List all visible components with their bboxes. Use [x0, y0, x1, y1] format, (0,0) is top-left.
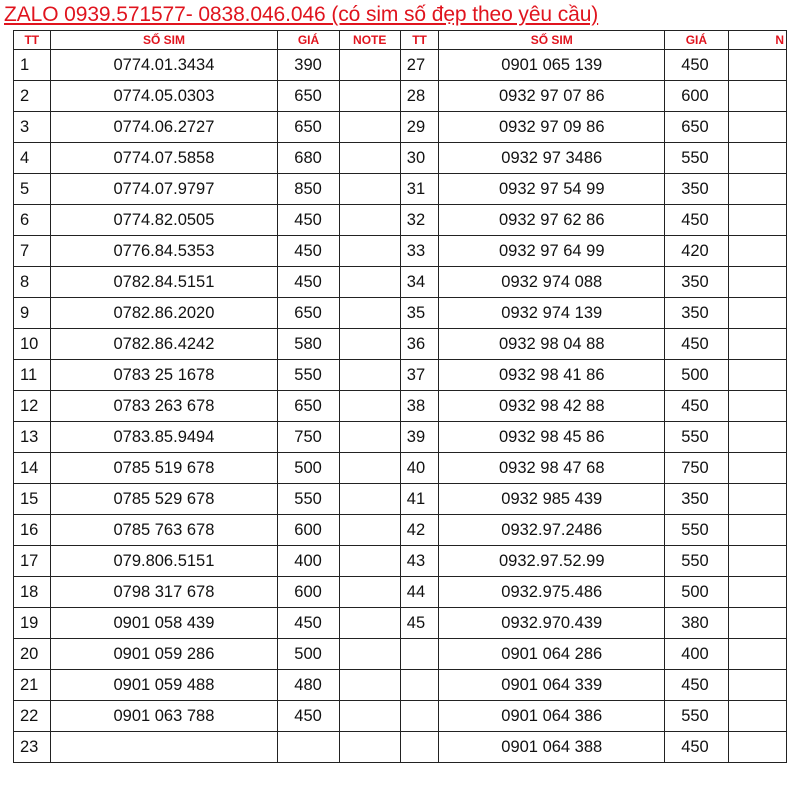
cell-note: [339, 453, 400, 484]
cell-price: 390: [278, 50, 339, 81]
cell-extra: [728, 453, 786, 484]
cell-price-2: 550: [665, 546, 728, 577]
table-row: [14, 732, 787, 763]
cell-price-2: 450: [665, 329, 728, 360]
cell-sim: 0901 059 488: [50, 670, 278, 701]
cell-tt: 9: [14, 298, 51, 329]
cell-sim: 0901 058 439: [50, 608, 278, 639]
table-row: [14, 484, 787, 515]
cell-price: 400: [278, 546, 339, 577]
cell-tt-2: 35: [400, 298, 439, 329]
header-tt-2: TT: [400, 31, 439, 50]
cell-sim-2: 0932.97.2486: [439, 515, 665, 546]
header-sim: SỐ SIM: [50, 31, 278, 50]
cell-price: 650: [278, 391, 339, 422]
header-extra: N: [728, 31, 786, 50]
cell-price-2: 500: [665, 360, 728, 391]
cell-note: [339, 143, 400, 174]
cell-sim: 0785 529 678: [50, 484, 278, 515]
cell-extra: [728, 112, 786, 143]
cell-sim-2: 0932 98 41 86: [439, 360, 665, 391]
cell-price: 550: [278, 484, 339, 515]
cell-extra: [728, 515, 786, 546]
cell-sim-2: 0932 974 139: [439, 298, 665, 329]
cell-note: [339, 298, 400, 329]
cell-tt-2: 29: [400, 112, 439, 143]
cell-sim-2: 0932 98 42 88: [439, 391, 665, 422]
cell-tt-2: 38: [400, 391, 439, 422]
cell-tt-2: [400, 701, 439, 732]
cell-tt: 12: [14, 391, 51, 422]
cell-note: [339, 546, 400, 577]
cell-tt: 16: [14, 515, 51, 546]
cell-extra: [728, 391, 786, 422]
header-tt: TT: [14, 31, 51, 50]
cell-price: 500: [278, 639, 339, 670]
table-row: [14, 81, 787, 112]
cell-tt-2: 32: [400, 205, 439, 236]
cell-sim-2: 0932 98 47 68: [439, 453, 665, 484]
cell-price: 550: [278, 360, 339, 391]
cell-price: 680: [278, 143, 339, 174]
cell-tt: 10: [14, 329, 51, 360]
cell-note: [339, 515, 400, 546]
cell-tt-2: 43: [400, 546, 439, 577]
cell-price: [278, 732, 339, 763]
cell-extra: [728, 236, 786, 267]
cell-tt: 8: [14, 267, 51, 298]
cell-extra: [728, 298, 786, 329]
cell-note: [339, 701, 400, 732]
header-price-2: GIÁ: [665, 31, 728, 50]
table-row: [14, 546, 787, 577]
cell-tt: 4: [14, 143, 51, 174]
cell-price-2: 600: [665, 81, 728, 112]
cell-tt-2: [400, 670, 439, 701]
cell-price: 450: [278, 267, 339, 298]
cell-note: [339, 732, 400, 763]
cell-tt: 15: [14, 484, 51, 515]
cell-sim-2: 0901 065 139: [439, 50, 665, 81]
cell-note: [339, 174, 400, 205]
cell-sim: 0901 063 788: [50, 701, 278, 732]
cell-sim: 0774.06.2727: [50, 112, 278, 143]
cell-price-2: 380: [665, 608, 728, 639]
cell-price: 650: [278, 81, 339, 112]
cell-extra: [728, 81, 786, 112]
header-sim-2: SỐ SIM: [439, 31, 665, 50]
cell-note: [339, 422, 400, 453]
cell-tt-2: 44: [400, 577, 439, 608]
table-row: [14, 670, 787, 701]
cell-price-2: 350: [665, 267, 728, 298]
cell-tt-2: 30: [400, 143, 439, 174]
cell-extra: [728, 360, 786, 391]
cell-tt-2: 31: [400, 174, 439, 205]
cell-sim-2: 0932 97 64 99: [439, 236, 665, 267]
cell-price-2: 350: [665, 484, 728, 515]
table-row: [14, 453, 787, 484]
cell-price-2: 550: [665, 422, 728, 453]
cell-extra: [728, 701, 786, 732]
cell-price-2: 550: [665, 701, 728, 732]
cell-sim-2: 0901 064 386: [439, 701, 665, 732]
cell-tt: 17: [14, 546, 51, 577]
cell-tt-2: 40: [400, 453, 439, 484]
header-price: GIÁ: [278, 31, 339, 50]
cell-note: [339, 112, 400, 143]
cell-sim-2: 0932.970.439: [439, 608, 665, 639]
cell-price: 480: [278, 670, 339, 701]
cell-sim: 0776.84.5353: [50, 236, 278, 267]
cell-note: [339, 50, 400, 81]
table-row: [14, 267, 787, 298]
table-row: [14, 701, 787, 732]
cell-note: [339, 670, 400, 701]
table-row: [14, 143, 787, 174]
cell-price-2: 450: [665, 391, 728, 422]
cell-note: [339, 329, 400, 360]
cell-tt: 14: [14, 453, 51, 484]
cell-sim: 0783 25 1678: [50, 360, 278, 391]
cell-extra: [728, 639, 786, 670]
table-row: [14, 50, 787, 81]
cell-sim-2: 0932 98 04 88: [439, 329, 665, 360]
cell-note: [339, 639, 400, 670]
cell-tt: 3: [14, 112, 51, 143]
cell-note: [339, 267, 400, 298]
cell-sim-2: 0932 97 62 86: [439, 205, 665, 236]
table-row: [14, 515, 787, 546]
cell-sim: 0798 317 678: [50, 577, 278, 608]
cell-price-2: 650: [665, 112, 728, 143]
cell-price-2: 500: [665, 577, 728, 608]
cell-sim-2: 0901 064 286: [439, 639, 665, 670]
cell-sim: 0783.85.9494: [50, 422, 278, 453]
table-header-row: [14, 31, 787, 50]
cell-tt: 23: [14, 732, 51, 763]
cell-tt: 20: [14, 639, 51, 670]
cell-note: [339, 484, 400, 515]
cell-price: 600: [278, 515, 339, 546]
cell-tt-2: 42: [400, 515, 439, 546]
table-row: [14, 360, 787, 391]
cell-price-2: 550: [665, 515, 728, 546]
cell-price-2: 350: [665, 298, 728, 329]
cell-price: 580: [278, 329, 339, 360]
cell-tt: 19: [14, 608, 51, 639]
cell-price-2: 450: [665, 670, 728, 701]
cell-price: 600: [278, 577, 339, 608]
cell-note: [339, 81, 400, 112]
cell-sim-2: 0932.97.52.99: [439, 546, 665, 577]
cell-sim: 0774.05.0303: [50, 81, 278, 112]
cell-sim: 0782.86.2020: [50, 298, 278, 329]
cell-sim: 0785 519 678: [50, 453, 278, 484]
cell-tt-2: [400, 732, 439, 763]
cell-tt-2: 33: [400, 236, 439, 267]
header-note: NOTE: [339, 31, 400, 50]
cell-tt: 22: [14, 701, 51, 732]
cell-price: 450: [278, 236, 339, 267]
cell-price-2: 750: [665, 453, 728, 484]
cell-extra: [728, 422, 786, 453]
cell-sim: [50, 732, 278, 763]
cell-extra: [728, 174, 786, 205]
cell-sim-2: 0932 98 45 86: [439, 422, 665, 453]
cell-sim-2: 0932 97 07 86: [439, 81, 665, 112]
cell-sim-2: 0932 97 3486: [439, 143, 665, 174]
cell-price-2: 550: [665, 143, 728, 174]
cell-tt-2: 45: [400, 608, 439, 639]
cell-note: [339, 236, 400, 267]
cell-tt-2: [400, 639, 439, 670]
cell-sim: 0901 059 286: [50, 639, 278, 670]
cell-tt: 21: [14, 670, 51, 701]
cell-tt-2: 39: [400, 422, 439, 453]
cell-price-2: 450: [665, 50, 728, 81]
cell-tt-2: 41: [400, 484, 439, 515]
cell-extra: [728, 329, 786, 360]
table-row: [14, 298, 787, 329]
table-row: [14, 174, 787, 205]
cell-extra: [728, 546, 786, 577]
cell-sim: 0774.07.5858: [50, 143, 278, 174]
table-row: [14, 205, 787, 236]
page-title: ZALO 0939.571577- 0838.046.046 (có sim số đẹp theo yêu cầu): [4, 3, 599, 26]
cell-tt: 11: [14, 360, 51, 391]
cell-sim: 0774.01.3434: [50, 50, 278, 81]
cell-price-2: 400: [665, 639, 728, 670]
cell-sim: 0785 763 678: [50, 515, 278, 546]
table-row: [14, 236, 787, 267]
cell-sim-2: 0932 985 439: [439, 484, 665, 515]
cell-price: 650: [278, 298, 339, 329]
cell-sim: 0782.86.4242: [50, 329, 278, 360]
cell-price: 450: [278, 205, 339, 236]
cell-sim-2: 0932 97 09 86: [439, 112, 665, 143]
cell-tt: 18: [14, 577, 51, 608]
cell-price: 750: [278, 422, 339, 453]
cell-price-2: 350: [665, 174, 728, 205]
cell-extra: [728, 732, 786, 763]
table-row: [14, 577, 787, 608]
cell-sim: 0782.84.5151: [50, 267, 278, 298]
cell-sim: 0774.07.9797: [50, 174, 278, 205]
table-row: [14, 329, 787, 360]
cell-note: [339, 360, 400, 391]
cell-extra: [728, 267, 786, 298]
cell-extra: [728, 670, 786, 701]
cell-price: 850: [278, 174, 339, 205]
cell-tt: 7: [14, 236, 51, 267]
table-row: [14, 608, 787, 639]
cell-tt: 13: [14, 422, 51, 453]
table-row: [14, 112, 787, 143]
cell-tt-2: 27: [400, 50, 439, 81]
cell-price-2: 450: [665, 205, 728, 236]
sim-price-table: [13, 30, 787, 763]
cell-sim: 079.806.5151: [50, 546, 278, 577]
cell-tt: 6: [14, 205, 51, 236]
cell-tt: 5: [14, 174, 51, 205]
cell-extra: [728, 577, 786, 608]
cell-tt: 2: [14, 81, 51, 112]
cell-extra: [728, 608, 786, 639]
cell-tt-2: 28: [400, 81, 439, 112]
cell-price-2: 420: [665, 236, 728, 267]
table-row: [14, 639, 787, 670]
cell-extra: [728, 205, 786, 236]
cell-tt-2: 37: [400, 360, 439, 391]
cell-note: [339, 205, 400, 236]
cell-sim: 0783 263 678: [50, 391, 278, 422]
table-row: [14, 391, 787, 422]
cell-price: 650: [278, 112, 339, 143]
cell-sim-2: 0901 064 339: [439, 670, 665, 701]
cell-price: 450: [278, 701, 339, 732]
cell-sim-2: 0901 064 388: [439, 732, 665, 763]
cell-sim: 0774.82.0505: [50, 205, 278, 236]
cell-extra: [728, 484, 786, 515]
cell-note: [339, 608, 400, 639]
cell-extra: [728, 50, 786, 81]
cell-sim-2: 0932 974 088: [439, 267, 665, 298]
cell-tt-2: 34: [400, 267, 439, 298]
cell-note: [339, 391, 400, 422]
cell-sim-2: 0932 97 54 99: [439, 174, 665, 205]
table-row: [14, 422, 787, 453]
cell-price: 450: [278, 608, 339, 639]
cell-price-2: 450: [665, 732, 728, 763]
cell-extra: [728, 143, 786, 174]
cell-tt: 1: [14, 50, 51, 81]
cell-tt-2: 36: [400, 329, 439, 360]
cell-price: 500: [278, 453, 339, 484]
cell-note: [339, 577, 400, 608]
cell-sim-2: 0932.975.486: [439, 577, 665, 608]
